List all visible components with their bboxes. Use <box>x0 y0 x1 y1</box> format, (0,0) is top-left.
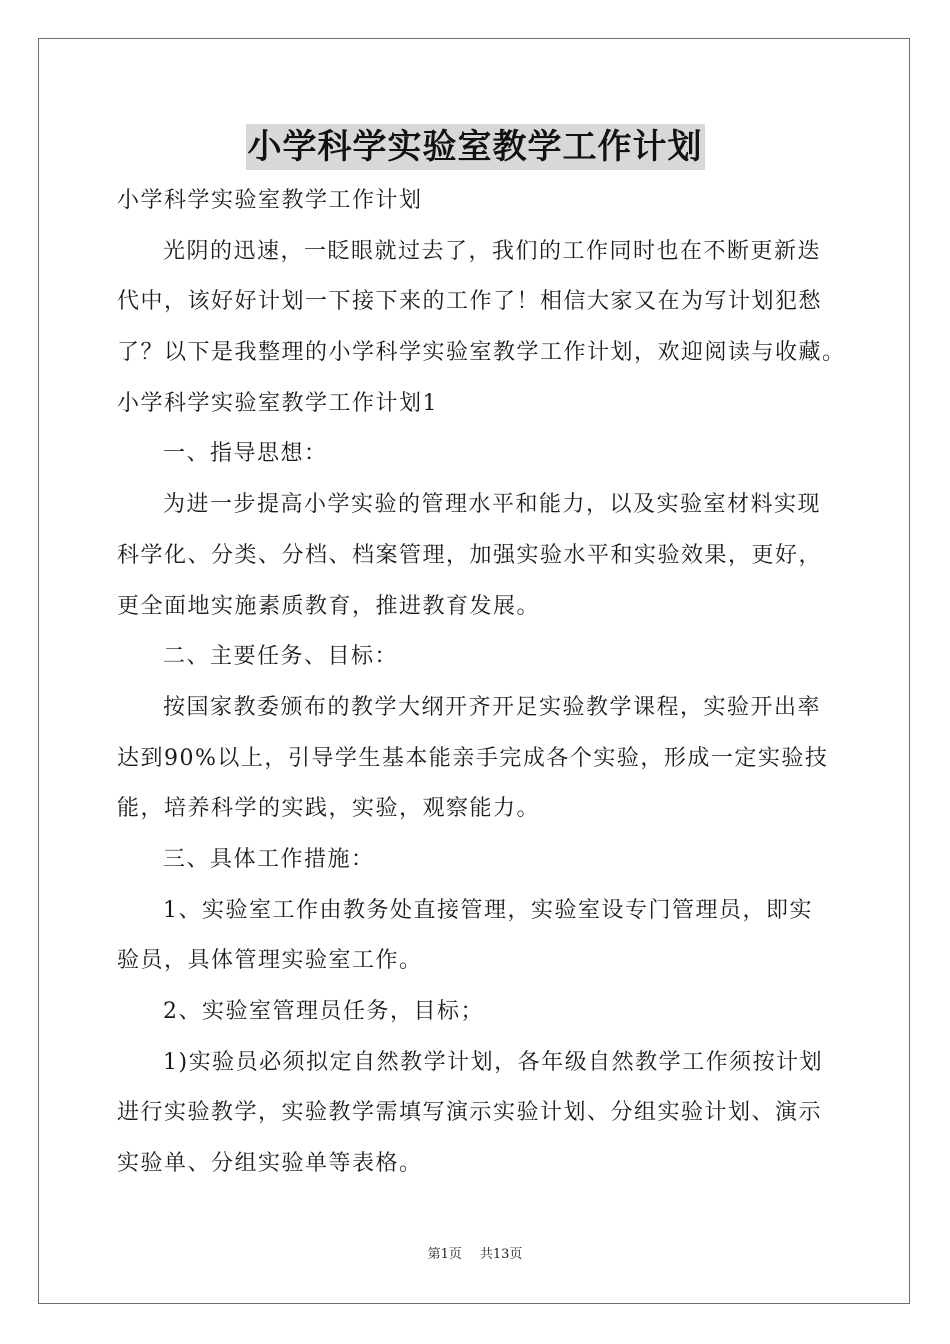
text-line: 光阴的迅速，一眨眼就过去了，我们的工作同时也在不断更新迭 <box>163 238 822 264</box>
text-line: 了？以下是我整理的小学科学实验室教学工作计划，欢迎阅读与收藏。 <box>117 340 846 366</box>
text-line: 一、指导思想： <box>163 441 328 467</box>
text-line: 科学化、分类、分档、档案管理，加强实验水平和实验效果，更好， <box>117 542 823 568</box>
page-number: 第1页 <box>427 1247 462 1262</box>
title-area <box>0 124 950 170</box>
page-total: 共13页 <box>479 1247 523 1262</box>
text-line: 小学科学实验室教学工作计划 <box>117 188 423 213</box>
text-line: 二、主要任务、目标： <box>163 644 399 670</box>
page-footer <box>0 1246 950 1264</box>
text-line: 能，培养科学的实践，实验，观察能力。 <box>117 796 541 822</box>
text-line: 2、实验室管理员任务，目标； <box>163 999 484 1024</box>
text-line: 1、实验室工作由教务处直接管理，实验室设专门管理员，即实 <box>163 897 813 923</box>
text-line: 按国家教委颁布的教学大纲开齐开足实验教学课程，实验开出率 <box>163 694 822 720</box>
text-line: 为进一步提高小学实验的管理水平和能力，以及实验室材料实现 <box>163 492 822 518</box>
text-line: 三、具体工作措施： <box>163 846 375 872</box>
text-line: 验员，具体管理实验室工作。 <box>117 948 423 974</box>
document-title: 小学科学实验室教学工作计划 <box>246 124 705 170</box>
text-line: 更全面地实施素质教育，推进教育发展。 <box>117 593 541 619</box>
text-line: 1)实验员必须拟定自然教学计划，各年级自然教学工作须按计划 <box>163 1049 824 1075</box>
text-line: 代中，该好好计划一下接下来的工作了！相信大家又在为写计划犯愁 <box>117 289 823 315</box>
text-line: 实验单、分组实验单等表格。 <box>117 1151 423 1177</box>
text-line: 小学科学实验室教学工作计划1 <box>117 390 438 416</box>
text-line: 达到90%以上，引导学生基本能亲手完成各个实验，形成一定实验技 <box>117 745 829 771</box>
document-body <box>117 176 846 1190</box>
text-line: 进行实验教学，实验教学需填写演示实验计划、分组实验计划、演示 <box>117 1100 823 1126</box>
